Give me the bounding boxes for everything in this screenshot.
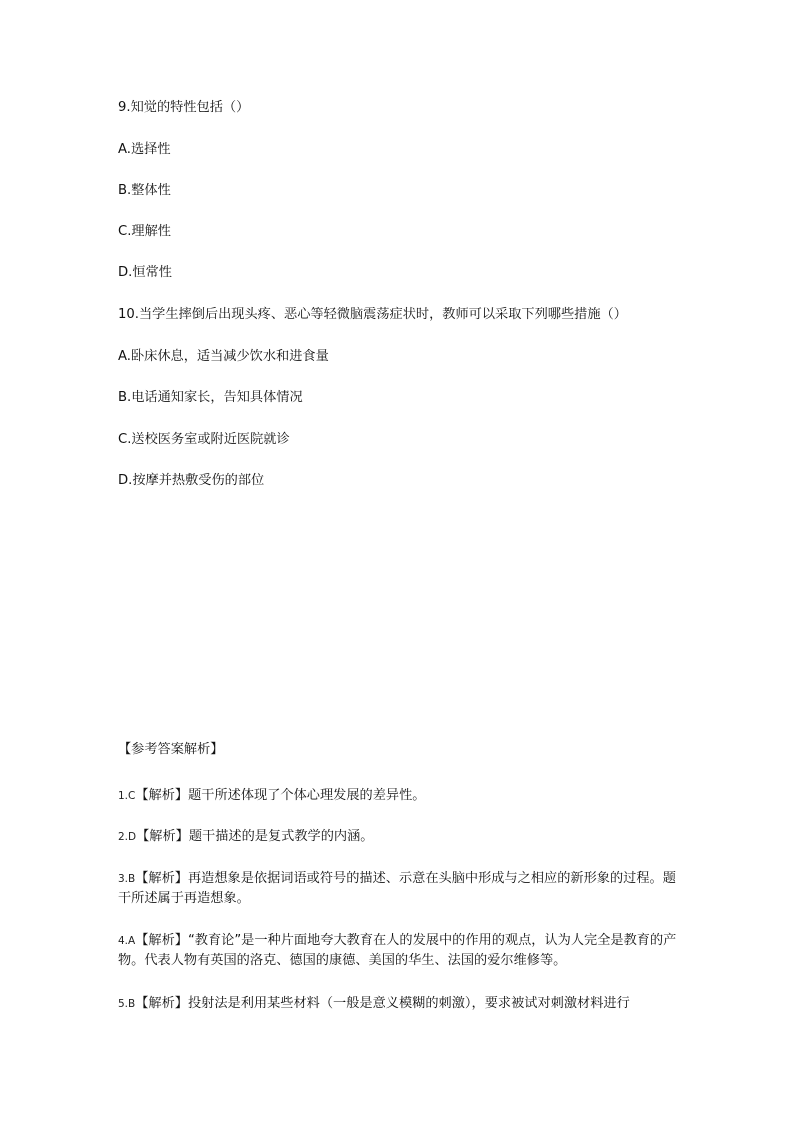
answer-number: 2.D [118, 831, 137, 843]
question-9-option-d: D.恒常性 [118, 265, 172, 280]
answer-item-3 [118, 869, 678, 908]
analysis-tag: 【解析】 [136, 829, 189, 844]
question-9-option-a: A.选择性 [118, 142, 171, 157]
answer-item-4 [118, 931, 678, 970]
answer-section-header: 【参考答案解析】 [118, 742, 224, 757]
question-9-option-b: B.整体性 [118, 183, 171, 198]
answer-number: 1.C [118, 790, 136, 802]
answer-number: 3.B [118, 873, 136, 885]
answer-text: 题干所述体现了个体心理发展的差异性。 [188, 788, 426, 803]
question-10-option-a: A.卧床休息，适当减少饮水和进食量 [118, 349, 329, 364]
analysis-tag: 【解析】 [135, 996, 188, 1011]
answer-number: 5.B [118, 998, 136, 1010]
answer-text: “教育论”是一种片面地夸大教育在人的发展中的作用的观点，认为人完全是教育的产物。代表人物有英国的洛克、德国的康德、美国的华生、法国的爱尔维修等。 [118, 933, 677, 968]
analysis-tag: 【解析】 [135, 788, 189, 803]
answer-text: 投射法是利用某些材料（一般是意义模糊的刺激），要求被试对刺激材料进行 [187, 996, 630, 1011]
answer-text: 题干描述的是复式教学的内涵。 [188, 829, 374, 844]
question-10-option-b: B.电话通知家长，告知具体情况 [118, 390, 303, 405]
answer-item-2 [118, 827, 678, 847]
question-10-option-d: D.按摩并热敷受伤的部位 [118, 473, 265, 488]
answer-item-1 [118, 786, 678, 806]
analysis-tag: 【解析】 [135, 933, 188, 948]
question-9-option-c: C.理解性 [118, 224, 171, 239]
question-10-stem: 10.当学生摔倒后出现头疼、恶心等轻微脑震荡症状时，教师可以采取下列哪些措施（） [118, 307, 627, 322]
answer-text: 再造想象是依据词语或符号的描述、示意在头脑中形成与之相应的新形象的过程。题干所述属于再造想象。 [118, 871, 676, 906]
answer-number: 4.A [118, 935, 136, 947]
answer-item-5 [118, 994, 678, 1014]
question-10-option-c: C.送校医务室或附近医院就诊 [118, 432, 290, 447]
analysis-tag: 【解析】 [135, 871, 188, 886]
question-9-stem: 9.知觉的特性包括（） [118, 100, 250, 115]
